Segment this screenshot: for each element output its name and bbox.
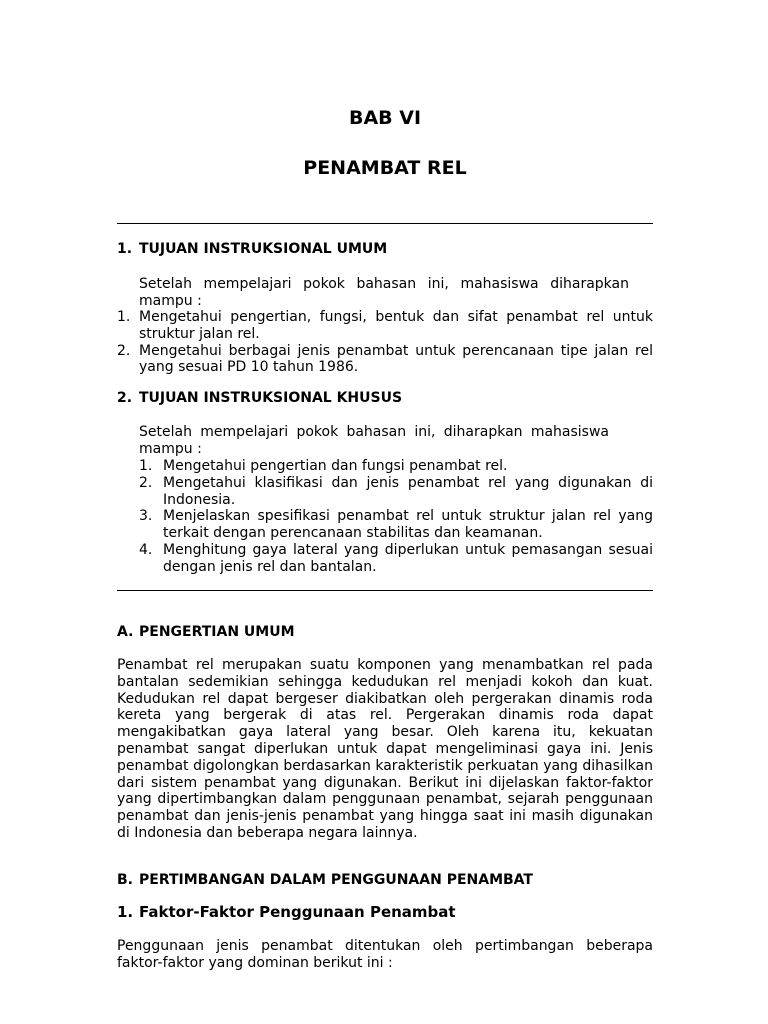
divider-bottom [117,590,653,591]
section-b-number: B. [117,872,133,888]
list-marker: 1. [117,309,131,325]
list-marker: 3. [139,508,153,525]
subsection-heading [117,904,456,921]
tik-intro: Setelah mempelajari pokok bahasan ini, diharapkan mahasiswa mampu : [139,424,609,457]
section-a-heading [117,624,295,641]
tiu-heading [117,241,387,258]
tik-heading-text: TUJUAN INSTRUKSIONAL KHUSUS [139,390,403,406]
list-marker: 2. [117,342,131,359]
list-item [139,458,653,475]
list-text: Menghitung gaya lateral yang diperlukan untuk pemasangan sesuai dengan jenis rel dan bantalan. [163,541,653,575]
list-item [117,343,653,377]
tiu-list [117,309,653,376]
tik-number: 2. [117,390,133,406]
list-marker: 4. [139,541,153,558]
section-a-body: Penambat rel merupakan suatu komponen yang menambatkan rel pada bantalan sedemikian sehingga kedudukan rel menjadi kokoh dan kuat. Kedudukan rel dapat bergeser diakibatkan oleh pergerakan dinamis roda kereta yang bergerak di atas rel. Pergerakan dinamis roda dapat mengakibatkan gaya lateral yang besar. Oleh karena itu, kekuatan penambat sangat diperlukan untuk dapat mengeliminasi gaya ini. Jenis penambat digolongkan berdasarkan karakteristik perkuatan yang dihasilkan dari sistem penambat yang digunakan. Berikut ini dijelaskan faktor-faktor yang dipertimbangkan dalam penggunaan penambat, sejarah penggunaan penambat dan jenis-jenis penambat yang hingga saat ini masih digunakan di Indonesia dan beberapa negara lainnya. [117,657,653,841]
tik-heading [117,390,402,407]
list-item [139,508,653,542]
list-text: Mengetahui klasifikasi dan jenis penambat rel yang digunakan di Indonesia. [163,474,653,508]
chapter-title: PENAMBAT REL [303,157,467,179]
list-item [117,309,653,343]
chapter-label: BAB VI [348,107,422,129]
list-marker: 1. [139,458,153,474]
list-text: Mengetahui pengertian dan fungsi penambat rel. [163,458,508,474]
list-text: Mengetahui berbagai jenis penambat untuk perencanaan tipe jalan rel yang sesuai PD 10 tahun 1986. [139,342,653,376]
subsection-number: 1. [117,903,134,921]
section-b-body: Penggunaan jenis penambat ditentukan oleh pertimbangan beberapa faktor-faktor yang dominan berikut ini : [117,938,653,971]
subsection-heading-text: Faktor-Faktor Penggunaan Penambat [139,903,456,921]
section-b-heading-text: PERTIMBANGAN DALAM PENGGUNAAN PENAMBAT [139,872,533,888]
tiu-heading-text: TUJUAN INSTRUKSIONAL UMUM [139,241,388,257]
divider-top [117,223,653,224]
list-item [139,475,653,509]
section-a-number: A. [117,624,134,640]
list-text: Mengetahui pengertian, fungsi, bentuk dan sifat penambat rel untuk struktur jalan rel. [139,309,653,342]
tik-list [139,458,653,576]
list-item [139,542,653,576]
section-b-heading [117,872,533,889]
section-a-heading-text: PENGERTIAN UMUM [139,624,295,640]
list-text: Menjelaskan spesifikasi penambat rel untuk struktur jalan rel yang terkait dengan perencanaan stabilitas dan keamanan. [163,508,653,542]
tiu-number: 1. [117,241,133,257]
tiu-intro: Setelah mempelajari pokok bahasan ini, mahasiswa diharapkan mampu : [139,276,629,309]
list-marker: 2. [139,474,153,491]
